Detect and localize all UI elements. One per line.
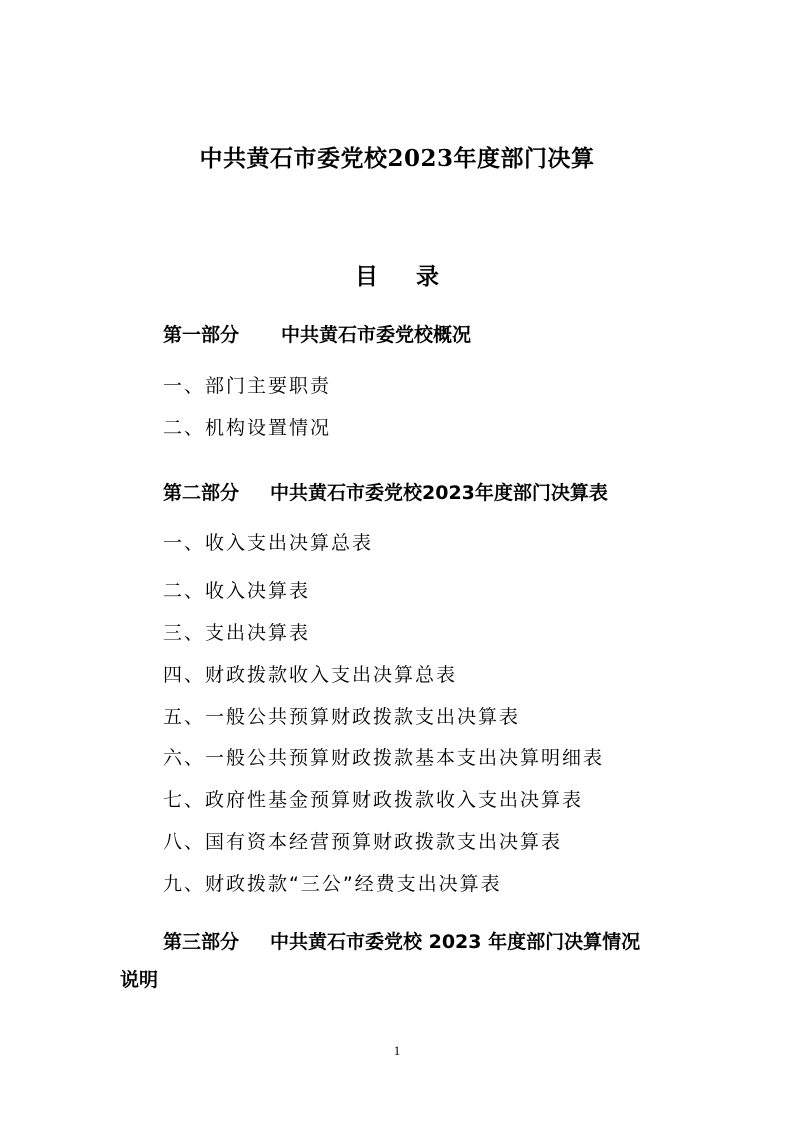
- toc-item[interactable]: 八、国有资本经营预算财政拨款支出决算表: [163, 831, 563, 853]
- page-number: 1: [393, 1043, 401, 1058]
- toc-heading-char-1: 目: [355, 264, 378, 290]
- toc-part-1[interactable]: [163, 320, 471, 347]
- toc-item[interactable]: 二、机构设置情况: [163, 417, 332, 439]
- toc-item[interactable]: 一、部门主要职责: [163, 375, 332, 397]
- toc-part-2-label: 第二部分: [163, 482, 240, 504]
- document-title: 中共黄石市委党校2023年度部门决算: [199, 145, 595, 172]
- toc-item[interactable]: 七、政府性基金预算财政拨款收入支出决算表: [163, 789, 584, 811]
- toc-part-3[interactable]: [163, 927, 640, 954]
- toc-part-3-title: 中共黄石市委党校 2023 年度部门决算情况: [270, 931, 641, 953]
- toc-item[interactable]: 三、支出决算表: [163, 622, 311, 644]
- toc-item[interactable]: 一、收入支出决算总表: [163, 532, 374, 554]
- toc-item[interactable]: 四、财政拨款收入支出决算总表: [163, 664, 458, 686]
- toc-item[interactable]: 五、一般公共预算财政拨款支出决算表: [163, 706, 521, 728]
- toc-item[interactable]: 六、一般公共预算财政拨款基本支出决算明细表: [163, 747, 605, 769]
- toc-heading-char-2: 录: [416, 264, 439, 290]
- toc-item[interactable]: 九、财政拨款“三公”经费支出决算表: [163, 873, 502, 895]
- toc-part-1-label: 第一部分: [163, 324, 240, 346]
- toc-part-1-title: 中共黄石市委党校概况: [281, 324, 472, 346]
- toc-part-2-title: 中共黄石市委党校2023年度部门决算表: [270, 482, 608, 504]
- toc-part-3-label: 第三部分: [163, 931, 240, 953]
- toc-part-3-title-continued[interactable]: 说明: [120, 969, 159, 991]
- toc-part-2[interactable]: [163, 478, 608, 505]
- toc-item[interactable]: 二、收入决算表: [163, 580, 311, 602]
- toc-heading: [0, 258, 794, 291]
